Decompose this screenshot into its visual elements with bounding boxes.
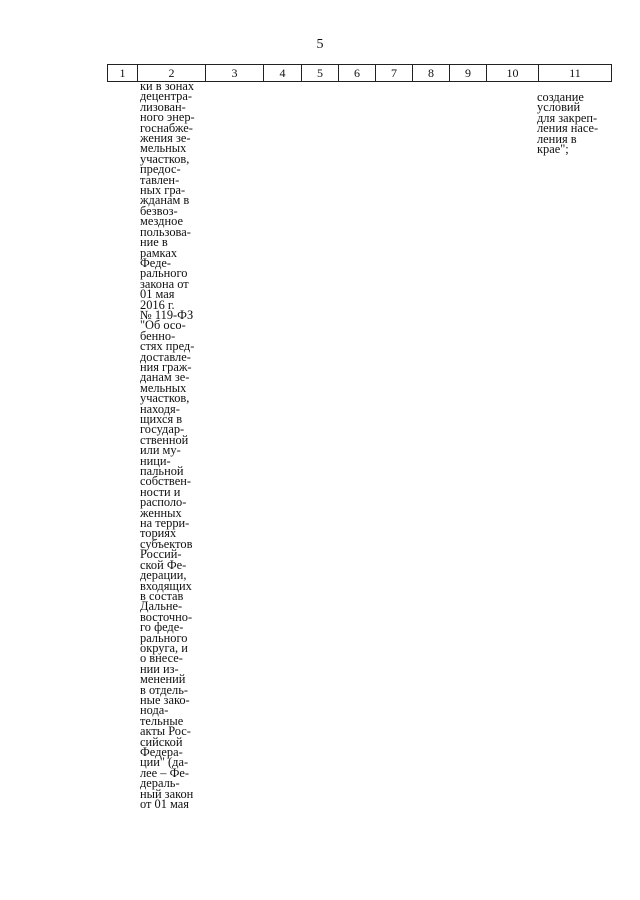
column-2-line: ности и	[140, 484, 181, 499]
column-2-line: мельных	[140, 141, 187, 156]
column-11-line: создание	[537, 90, 584, 104]
column-2-line: в отдель-	[140, 682, 188, 697]
column-2-line: менений	[140, 672, 186, 687]
column-2-line: данам зе-	[140, 370, 190, 385]
column-2-line: рального	[140, 630, 188, 645]
column-2-line: ки в зонах	[140, 79, 195, 93]
header-cell: 4	[264, 65, 302, 82]
column-2-line: в состав	[140, 588, 184, 603]
column-2-line: пальной	[140, 464, 184, 479]
column-2-line: ный закон	[140, 786, 194, 801]
column-2-line: стях пред-	[140, 339, 195, 354]
column-2-line: ния граж-	[140, 359, 192, 374]
column-2-line: мельных	[140, 380, 187, 395]
column-2-line: субъектов	[140, 536, 193, 551]
column-2-line: госнабже-	[140, 120, 193, 135]
column-2-line: участков,	[140, 391, 190, 406]
column-2-line: Федера-	[140, 745, 183, 759]
column-2-line: государ-	[140, 422, 185, 437]
column-2-line: децентра-	[140, 89, 192, 104]
column-2-line: пользова-	[140, 224, 191, 239]
column-2-line: рального	[140, 266, 188, 281]
column-2-line: лизован-	[140, 99, 186, 114]
column-2-line: ных гра-	[140, 183, 186, 198]
column-2-line: входящих	[140, 578, 192, 593]
column-2-line: Россий-	[140, 547, 182, 562]
column-2-line: ции" (да-	[140, 755, 189, 770]
header-cell: 8	[413, 65, 450, 82]
column-2-line: на терри-	[140, 516, 190, 531]
column-2-line: 2016 г.	[140, 297, 175, 312]
column-2-line: закона от	[140, 276, 189, 291]
column-2-line: тельные	[140, 713, 184, 728]
column-2-line: мездное	[140, 214, 183, 229]
header-cell: 10	[487, 65, 539, 82]
column-2-line: 01 мая	[140, 287, 175, 302]
column-2-line: ственной	[140, 432, 189, 447]
column-2-line: находя-	[140, 401, 180, 416]
column-2-line: от 01 мая	[140, 797, 189, 812]
column-2-line: рамках	[140, 245, 178, 260]
header-cell: 1	[108, 65, 138, 82]
column-2-line: жения зе-	[140, 131, 191, 146]
column-2-line: дераль-	[140, 776, 180, 791]
column-2-line: доставле-	[140, 349, 191, 364]
column-2-line: ние в	[140, 235, 168, 250]
column-2-line: о внесе-	[140, 651, 183, 666]
column-2-line: дерации,	[140, 568, 187, 583]
column-2-line: щихся в	[140, 412, 183, 426]
column-2-line: ные зако-	[140, 692, 190, 707]
column-2-line: "Об осо-	[140, 318, 186, 333]
header-cell: 5	[302, 65, 339, 82]
column-2-line: собствен-	[140, 474, 191, 489]
column-2-line: ного энер-	[140, 110, 195, 125]
column-2-line: ториях	[140, 526, 177, 541]
column-11-line: ления в	[537, 131, 577, 146]
column-11-line: условий	[537, 100, 581, 115]
column-2-line: лее – Фе-	[140, 765, 189, 780]
column-11-line: для закреп-	[537, 110, 598, 125]
column-2-line: тавлен-	[140, 172, 180, 187]
column-2-line: восточно-	[140, 609, 193, 624]
column-2-line: ской Фе-	[140, 557, 187, 572]
column-2-line: Феде-	[140, 255, 172, 270]
header-cell: 11	[539, 65, 612, 82]
column-2-line: безвоз-	[140, 203, 178, 218]
header-cell: 3	[206, 65, 264, 82]
header-cell: 6	[339, 65, 376, 82]
column-2-line: сийской	[140, 734, 183, 749]
column-2-line: го феде-	[140, 620, 184, 635]
column-11-line: ления насе-	[537, 121, 599, 136]
column-11-text	[537, 90, 607, 157]
column-2-text	[140, 79, 204, 812]
column-2-line: женных	[140, 505, 182, 520]
column-2-line: акты Рос-	[140, 724, 191, 739]
header-cell: 9	[450, 65, 487, 82]
column-2-line: округа, и	[140, 640, 188, 655]
column-2-line: ници-	[140, 453, 171, 468]
header-cell: 7	[376, 65, 413, 82]
column-11-line: крае";	[537, 142, 569, 157]
column-2-line: предос-	[140, 162, 181, 177]
column-2-line: бенно-	[140, 328, 176, 343]
column-2-line: или му-	[140, 443, 181, 458]
column-2-line: участков,	[140, 151, 190, 166]
column-2-line: располо-	[140, 495, 187, 510]
column-2-line: № 119-ФЗ	[140, 307, 194, 322]
column-2-line: жданам в	[140, 193, 190, 208]
column-2-line: нода-	[140, 703, 169, 718]
page-number: 5	[316, 37, 324, 52]
header-cell: 2	[138, 65, 206, 82]
column-2-line: нии из-	[140, 661, 179, 676]
column-2-line: Дальне-	[140, 599, 183, 614]
